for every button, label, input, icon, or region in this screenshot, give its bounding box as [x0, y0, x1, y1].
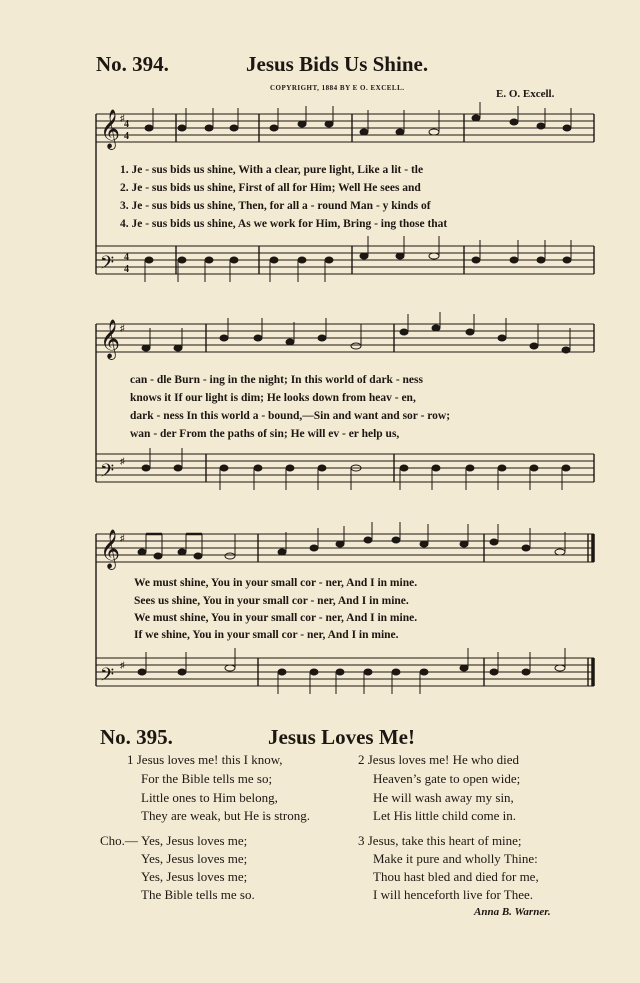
- verse-1-line-4: They are weak, but He is strong.: [141, 808, 310, 823]
- svg-text:𝄢: 𝄢: [100, 461, 115, 486]
- verse-2-line-4: Let His little child come in.: [373, 808, 516, 823]
- chorus-line-4: The Bible tells me so.: [141, 887, 255, 902]
- verse-1-line-3: Little ones to Him belong,: [141, 790, 278, 805]
- system-1-lyric-line-4: 4. Je - sus bids us shine, As we work for Him, Bring - ing those that: [120, 218, 448, 230]
- svg-text:𝄞: 𝄞: [100, 109, 121, 149]
- svg-text:4: 4: [124, 119, 129, 130]
- svg-text:♯: ♯: [120, 323, 125, 333]
- system-2-lyric-line-3: dark - ness In this world a - bound,—Sin and want and sor - row;: [130, 410, 451, 422]
- chorus-label: Cho.—: [100, 833, 138, 848]
- music-system-2: [94, 310, 596, 500]
- system-1-lyric-line-3: 3. Je - sus bids us shine, Then, for all a - round Man - y kinds of: [120, 200, 431, 212]
- system-3-lyric-line-3: We must shine, You in your small cor - ner, And I in mine.: [134, 612, 418, 624]
- verse-1-line-1: 1 Jesus loves me! this I know,: [127, 752, 283, 767]
- system-2-lyric-line-4: wan - der From the paths of sin; He will ev - er help us,: [130, 428, 400, 440]
- svg-text:♯: ♯: [120, 660, 125, 670]
- svg-text:4: 4: [124, 131, 129, 142]
- svg-text:4: 4: [124, 252, 129, 263]
- verse-3-line-4: I will henceforth live for Thee.: [373, 887, 534, 902]
- svg-text:𝄞: 𝄞: [100, 529, 121, 569]
- svg-text:𝄞: 𝄞: [100, 319, 121, 359]
- svg-text:♯: ♯: [120, 456, 125, 466]
- verse-3-line-2: Make it pure and wholly Thine:: [373, 851, 538, 866]
- verse-3-line-3: Thou hast bled and died for me,: [373, 869, 539, 884]
- hymn-394-composer: E. O. Excell.: [496, 88, 555, 100]
- svg-text:4: 4: [124, 264, 129, 275]
- hymn-394-copyright: COPYRIGHT, 1884 BY E O. EXCELL.: [270, 84, 405, 92]
- svg-text:𝄢: 𝄢: [100, 665, 115, 690]
- svg-text:♯: ♯: [120, 533, 125, 543]
- chorus-line-1: Yes, Jesus loves me;: [141, 833, 248, 848]
- verse-3-line-1: 3 Jesus, take this heart of mine;: [358, 833, 522, 848]
- hymn-395-author: Anna B. Warner.: [474, 906, 551, 918]
- svg-text:𝄢: 𝄢: [100, 253, 115, 278]
- system-2-lyric-line-1: can - dle Burn - ing in the night; In this world of dark - ness: [130, 374, 423, 386]
- verse-2-line-2: Heaven’s gate to open wide;: [373, 771, 521, 786]
- chorus-line-3: Yes, Jesus loves me;: [141, 869, 248, 884]
- system-1-lyric-line-2: 2. Je - sus bids us shine, First of all for Him; Well He sees and: [120, 182, 421, 194]
- svg-text:♯: ♯: [120, 113, 125, 123]
- system-3-lyric-line-2: Sees us shine, You in your small cor - ner, And I in mine.: [134, 595, 409, 607]
- verse-2-line-3: He will wash away my sin,: [373, 790, 514, 805]
- chorus-line-2: Yes, Jesus loves me;: [141, 851, 248, 866]
- system-3-lyric-line-4: If we shine, You in your small cor - ner, And I in mine.: [134, 629, 399, 641]
- verse-1-line-2: For the Bible tells me so;: [141, 771, 273, 786]
- system-3-lyric-line-1: We must shine, You in your small cor - ner, And I in mine.: [134, 577, 418, 589]
- system-1-lyric-line-1: 1. Je - sus bids us shine, With a clear, pure light, Like a lit - tle: [120, 164, 424, 176]
- hymn-395-title: Jesus Loves Me!: [268, 725, 415, 749]
- hymn-394-number: No. 394.: [96, 52, 169, 76]
- system-2-lyric-line-2: knows it If our light is dim; He looks down from heav - en,: [130, 392, 416, 404]
- hymn-394-title: Jesus Bids Us Shine.: [246, 52, 429, 76]
- hymn-395-number: No. 395.: [100, 725, 173, 749]
- verse-2-line-1: 2 Jesus loves me! He who died: [358, 752, 520, 767]
- music-system-3: [94, 520, 596, 700]
